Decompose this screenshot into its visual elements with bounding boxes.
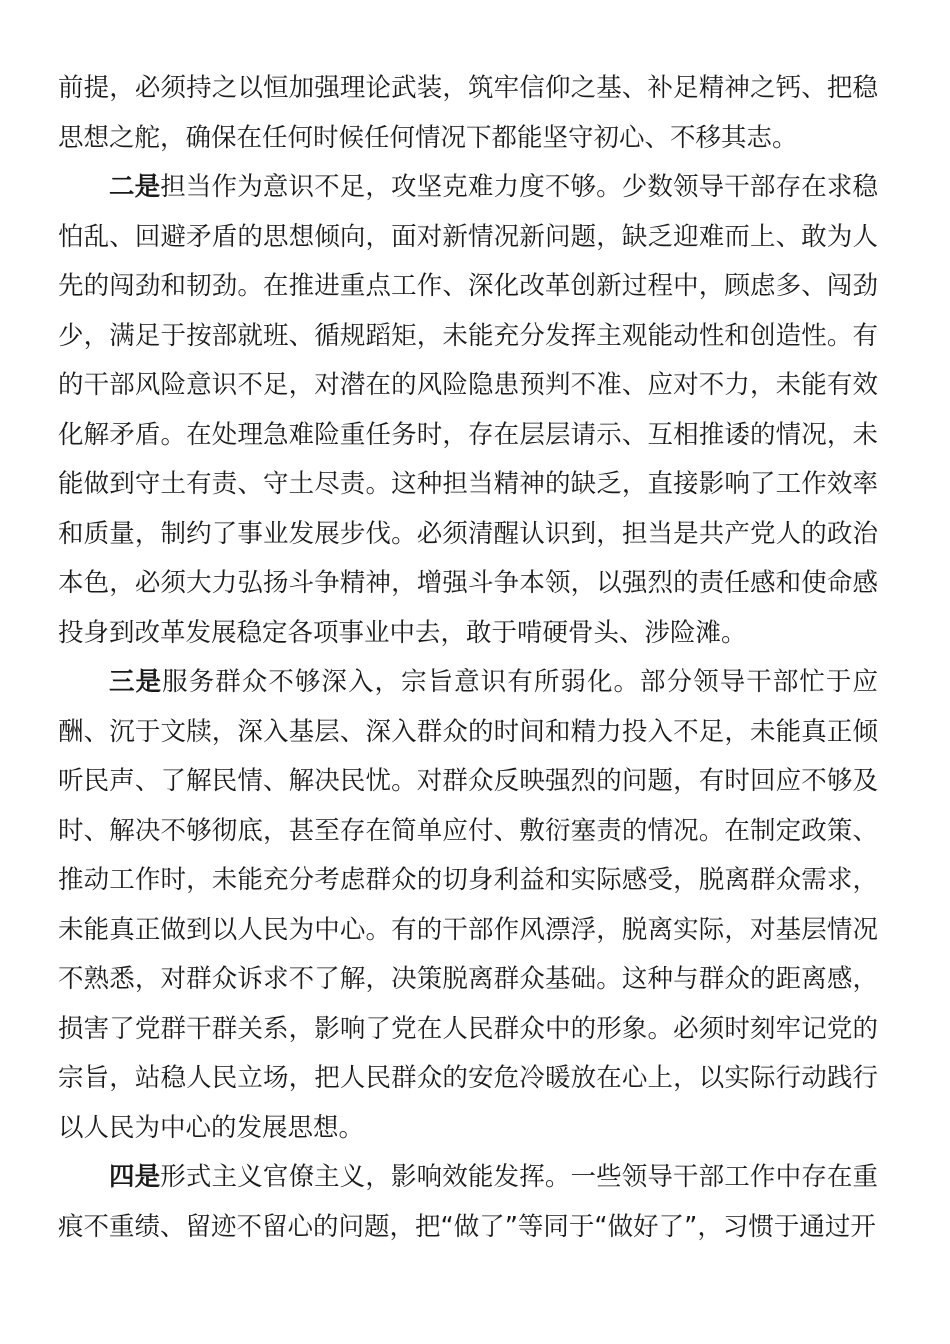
paragraph-text: 服务群众不够深入，宗旨意识有所弱化。部分领导干部忙于应酬、沉于文牍，深入基层、深入群众的时间和精力投入不足，未能真正倾听民声、了解民情、解决民忧。对群众反映强烈的问题，有时回应不够及时、解决不够彻底，甚至存在简单应付、敷衍塞责的情况。在制定政策、推动工作时，未能充分考虑群众的切身利益和实际感受，脱离群众需求，未能真正做到以人民为中心。有的干部作风漂浮，脱离实际，对基层情况不熟悉，对群众诉求不了解，决策脱离群众基础。这种与群众的距离感，损害了党群干群关系，影响了党在人民群众中的形象。必须时刻牢记党的宗旨，站稳人民立场，把人民群众的安危冷暖放在心上，以实际行动践行以人民为中心的发展思想。 [58,667,878,1143]
paragraph-text: 担当作为意识不足，攻坚克难力度不够。少数领导干部存在求稳怕乱、回避矛盾的思想倾向，面对新情况新问题，缺乏迎难而上、敢为人先的闯劲和韧劲。在推进重点工作、深化改革创新过程中，顾虑多、闯劲少，满足于按部就班、循规蹈矩，未能充分发挥主观能动性和创造性。有的干部风险意识不足，对潜在的风险隐患预判不准、应对不力，未能有效化解矛盾。在处理急难险重任务时，存在层层请示、互相推诿的情况，未能做到守土有责、守土尽责。这种担当精神的缺乏，直接影响了工作效率和质量，制约了事业发展步伐。必须清醒认识到，担当是共产党人的政治本色，必须大力弘扬斗争精神，增强斗争本领，以强烈的责任感和使命感投身到改革发展稳定各项事业中去，敢于啃硬骨头、涉险滩。 [58,172,878,648]
document-page [58,64,878,1252]
paragraph-point-four [58,1153,878,1252]
paragraph-continuation [58,64,878,163]
paragraph-point-two [58,163,878,658]
paragraph-lead: 三是 [109,667,163,697]
paragraph-point-three [58,658,878,1153]
paragraph-text: 前提，必须持之以恒加强理论武装，筑牢信仰之基、补足精神之钙、把稳思想之舵，确保在任何时候任何情况下都能坚守初心、不移其志。 [58,73,878,153]
paragraph-text: 形式主义官僚主义，影响效能发挥。一些领导干部工作中存在重痕不重绩、留迹不留心的问题，把“做了”等同于“做好了”，习惯于通过开 [58,1162,878,1242]
paragraph-lead: 二是 [109,172,161,202]
paragraph-lead: 四是 [109,1162,161,1192]
